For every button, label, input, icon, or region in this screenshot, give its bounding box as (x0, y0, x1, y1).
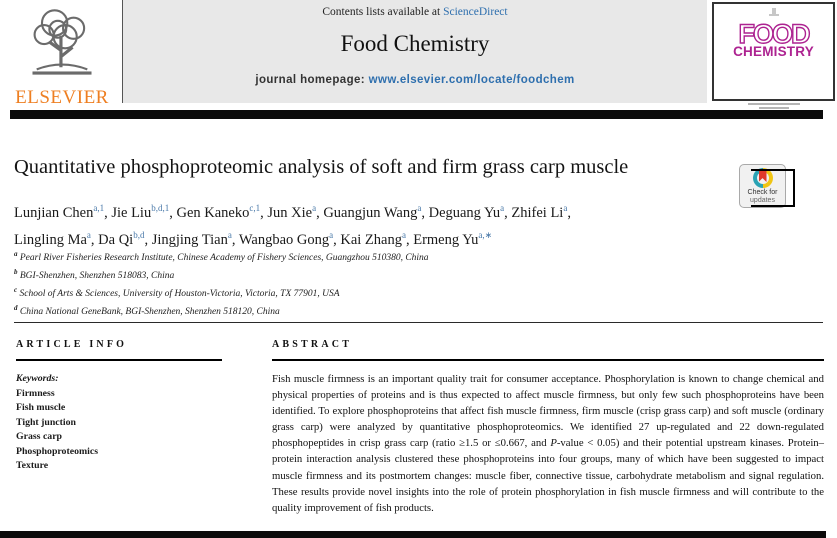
author-name: Lingling Ma (14, 231, 87, 248)
article-info-heading-rule (16, 359, 222, 361)
keyword-item: Texture (16, 460, 49, 471)
author-name: Zhifei Li (511, 204, 564, 221)
keyword-item: Grass carp (16, 431, 62, 442)
affiliation-text: BGI-Shenzhen, Shenzhen 518083, China (17, 271, 175, 282)
abstract-text-segment: -value < 0.05) and their potential upstream kinases. Protein–protein interaction analysis clustered these phosphoproteins into four groups, many of which have been suggested to impact muscle firmness and its postmortem changes: muscle fiber, connective tissue, carbohydrate metabolism and signal regulation. These results provide novel insights into the role of protein phosphorylation in fish muscle firmness and will contribute to the quality improvement of fish products. (272, 437, 824, 514)
abstract-column (272, 339, 824, 516)
selection-bracket-mark (751, 169, 795, 207)
cover-mini-logo-icon (767, 8, 781, 17)
cover-footer-text-line (748, 103, 800, 105)
affiliation-sup: c (14, 286, 18, 295)
journal-cover-thumbnail[interactable] (712, 2, 835, 101)
author-affiliation-sup: a (312, 203, 317, 213)
author-affiliation-sup: a,1 (93, 203, 105, 213)
author-affiliation-sup: a,∗ (478, 229, 493, 240)
bottom-crop-bar (0, 531, 826, 538)
affiliation-item (14, 283, 714, 301)
author-affiliation-sup: a (86, 229, 91, 240)
abstract-text-segment: Fish muscle firmness is an important quality trait for consumer acceptance. Phosphorylation is known to change chemical and physical properties of proteins and is thus expected to affect muscle firmness, but only few such phosphoproteins have been identified. To explore phosphoproteins that affect fish muscle firmness, firm muscle (crisp grass carp) and soft muscle (ordinary grass carp) were analyzed by quantitative phosphoproteomics. We identified 27 up-regulated and 22 down-regulated phosphopeptides in crisp grass carp (ratio ≥1.5 or ≤0.667, and (272, 373, 824, 450)
abstract-heading: ABSTRACT (272, 339, 353, 350)
journal-title: Food Chemistry (340, 31, 490, 56)
author-affiliation-sup: a (417, 203, 422, 213)
section-divider-rule (14, 322, 823, 323)
check-for-updates-label-1: Check for (747, 189, 778, 196)
article-info-column (16, 339, 222, 474)
author-affiliation-sup: a (227, 229, 232, 240)
homepage-line (123, 74, 707, 86)
author-name: Gen Kaneko (176, 204, 250, 221)
author-name: Kai Zhang (340, 231, 402, 248)
author-affiliation-sup: b,d,1 (151, 203, 170, 213)
author-affiliation-sup: a (329, 229, 334, 240)
elsevier-wordmark: ELSEVIER (15, 87, 109, 108)
author-name: Guangjun Wang (323, 204, 418, 221)
article-title: Quantitative phosphoproteomic analysis of soft and firm grass carp muscle (14, 156, 629, 178)
contents-line (123, 0, 707, 18)
keyword-item: Phosphoproteomics (16, 445, 99, 457)
affiliation-text: Pearl River Fisheries Research Institute, Chinese Academy of Fishery Sciences, Guangzhou 510380, China (17, 253, 429, 264)
keyword-item: Fish muscle (16, 402, 66, 413)
author-name: Lunjian Chen (14, 204, 94, 221)
affiliations (14, 247, 714, 320)
abstract-heading-rule (272, 359, 824, 361)
author-affiliation-sup: a (401, 229, 406, 240)
author-affiliation-sup: c,1 (249, 203, 261, 213)
header-divider-bar (10, 110, 823, 119)
abstract-text (272, 371, 824, 516)
author-affiliation-sup: a (500, 203, 505, 213)
author-name: Jie Liu (111, 204, 152, 221)
keyword-item: Tight junction (16, 416, 76, 428)
elsevier-logo[interactable] (6, 4, 118, 108)
keyword-item: Firmness (16, 387, 55, 399)
keywords-list (16, 387, 222, 474)
author-affiliation-sup: b,d (133, 229, 145, 240)
cover-footer-text-line (759, 107, 789, 109)
cover-title-chemistry: CHEMISTRY (733, 44, 814, 59)
check-for-updates-label-2: updates (750, 197, 775, 204)
homepage-prefix: journal homepage: (255, 74, 369, 86)
cover-title-food: FOOD (738, 19, 809, 49)
article-info-heading: ARTICLE INFO (16, 339, 128, 350)
keywords-label: Keywords: (16, 373, 59, 384)
affiliation-item (14, 301, 714, 319)
abstract-text-segment: P (550, 437, 557, 450)
affiliation-sup: b (14, 268, 18, 277)
affiliation-item (14, 247, 714, 265)
author-name: Deguang Yu (428, 204, 501, 221)
affiliation-text: China National GeneBank, BGI-Shenzhen, Shenzhen 518120, China (17, 307, 280, 318)
authors-line-2: Lingling Ma$^a$, Da Qi$^{b,d}$, Jingjing Tian$^a$, Wangbao Gong$^a$, Kai Zhang$^a$, Ermeng $Yu^{a,∗}$ (14, 229, 493, 248)
homepage-url-link[interactable]: www.elsevier.com/locate/foodchem (368, 74, 575, 86)
affiliation-sup: a (14, 250, 18, 258)
author-name: Wangbao Gong (238, 231, 330, 248)
author-name: Jun Xie (267, 204, 313, 221)
author-name: Jingjing Tian (151, 231, 228, 248)
contents-prefix: Contents lists available at (322, 6, 444, 18)
sciencedirect-link[interactable]: ScienceDirect (443, 6, 508, 18)
affiliation-sup: d (14, 304, 18, 313)
author-name: Da Qi (98, 231, 134, 248)
author-affiliation-sup: a (563, 203, 568, 213)
authors-line-1: Lunjian Chen$^{a,1}$, Jie Liu$^{b,d,1}$, Gen Kaneko$^{c,1}$, Jun Xie$^a$, Guangjun Wang$^a$, Deguang Yu$^a$, Zhifei Li$^a$, (14, 203, 571, 221)
author-list (14, 197, 730, 251)
affiliation-text: School of Arts & Sciences, University of Houston-Victoria, Victoria, TX 77901, USA (17, 289, 340, 300)
journal-banner (122, 0, 707, 103)
elsevier-tree-icon (23, 4, 101, 82)
affiliation-item (14, 265, 714, 283)
author-name: Ermeng Yu (413, 231, 479, 248)
